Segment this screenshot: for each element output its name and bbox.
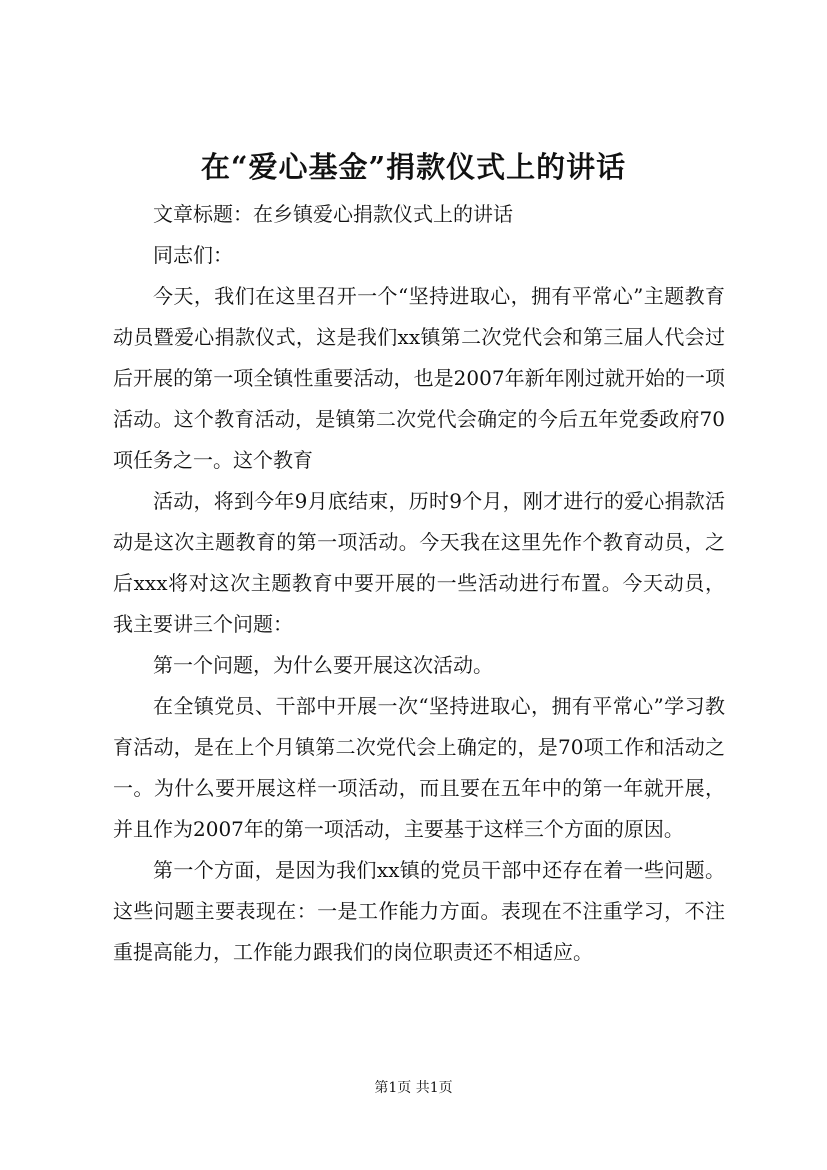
- paragraph: 第一个方面，是因为我们xx镇的党员干部中还存在着一些问题。这些问题主要表现在：一是工作能力方面。表现在不注重学习，不注重提高能力，工作能力跟我们的岗位职责还不相适应。: [113, 858, 725, 964]
- document-body: [113, 194, 725, 973]
- paragraph: 在全镇党员、干部中开展一次“坚持进取心，拥有平常心”学习教育活动，是在上个月镇第二次党代会上确定的，是70项工作和活动之一。为什么要开展这样一项活动，而且要在五年中的第一年就开展，并且作为2007年的第一项活动，主要基于这样三个方面的原因。: [113, 694, 725, 841]
- paragraph-heading: 第一个问题，为什么要开展这次活动。: [153, 653, 493, 677]
- page-number-footer: 第1页 共1页: [374, 1080, 453, 1096]
- paragraph-article-title: 文章标题：在乡镇爱心捐款仪式上的讲话: [153, 202, 513, 226]
- document-title: 在“爱心基金”捐款仪式上的讲话: [200, 150, 627, 184]
- paragraph-salutation: 同志们：: [153, 243, 233, 267]
- paragraph: 活动，将到今年9月底结束，历时9个月，刚才进行的爱心捐款活动是这次主题教育的第一项活动。今天我在这里先作个教育动员，之后xxx将对这次主题教育中要开展的一些活动进行布置。今天动员，我主要讲三个问题：: [113, 489, 725, 636]
- paragraph: 今天，我们在这里召开一个“坚持进取心，拥有平常心”主题教育动员暨爱心捐款仪式，这是我们xx镇第二次党代会和第三届人代会过后开展的第一项全镇性重要活动，也是2007年新年刚过就开始的一项活动。这个教育活动，是镇第二次党代会确定的今后五年党委政府70项任务之一。这个教育: [113, 284, 725, 472]
